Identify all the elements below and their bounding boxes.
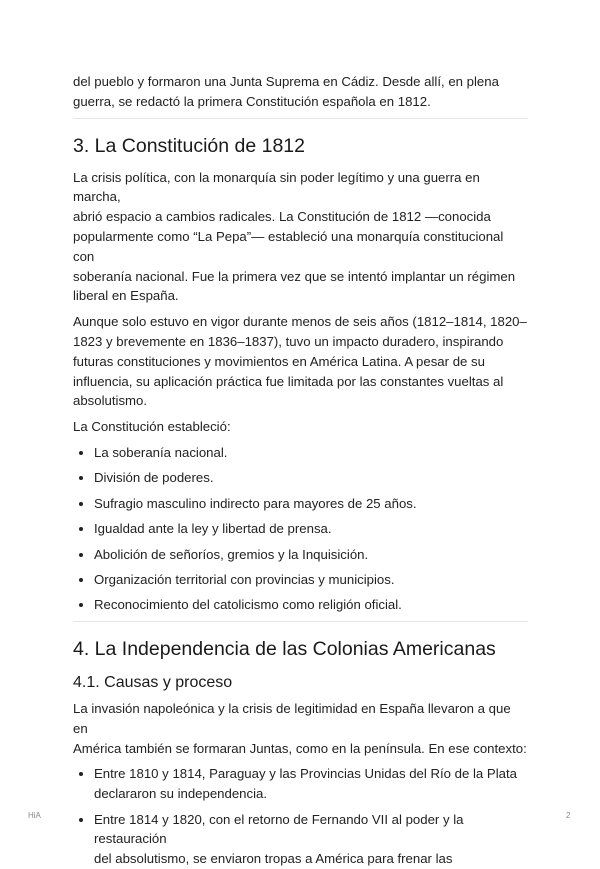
list-item: División de poderes.: [73, 468, 528, 488]
paragraph: La Constitución estableció:: [73, 419, 231, 435]
footer-title: HiA: [28, 811, 41, 820]
list-item: Abolición de señoríos, gremios y la Inquisición.: [73, 545, 528, 565]
constitution-list: [73, 443, 528, 615]
section-heading: 3. La Constitución de 1812: [73, 134, 306, 157]
list-item: Sufragio masculino indirecto para mayores de 25 años.: [73, 494, 528, 514]
section-divider: [73, 118, 528, 119]
subsection-heading: 4.1. Causas y proceso: [73, 674, 233, 692]
list-item: Entre 1814 y 1820, con el retorno de Fernando VII al poder y la restauración del absolutismo, se enviaron tropas a América para frenar las: [73, 810, 528, 869]
intro-paragraph: del pueblo y formaron una Junta Suprema en Cádiz. Desde allí, en plena guerra, se redactó la primera Constitución española en 1812.: [73, 74, 499, 109]
list-item: La soberanía nacional.: [73, 443, 528, 463]
paragraph: La crisis política, con la monarquía sin poder legítimo y una guerra en marcha, abrió espacio a cambios radicales. La Constitución de 1812 —conocida popularmente como “La Pepa”— estableció una monarquía constitucional con soberanía nacional. Fue la primera vez que se intentó implantar un régimen liberal en España.: [73, 169, 516, 304]
list-item: Organización territorial con provincias y municipios.: [73, 570, 528, 590]
paragraph: La invasión napoleónica y la crisis de legitimidad en España llevaron a que en América también se formaran Juntas, como en la península. En ese contexto:: [73, 701, 527, 756]
page-number: 2: [566, 811, 571, 820]
independence-list: [73, 764, 528, 869]
section-heading: 4. La Independencia de las Colonias Americanas: [73, 638, 496, 661]
document-body: [73, 72, 528, 869]
paragraph: Aunque solo estuvo en vigor durante menos de seis años (1812–1814, 1820– 1823 y brevemente en 1836–1837), tuvo un impacto duradero, inspirando futuras constituciones y movimientos en América Latina. A pesar de su influencia, su aplicación práctica fue limitada por las constantes vueltas al absolutismo.: [73, 314, 527, 409]
list-item: Igualdad ante la ley y libertad de prensa.: [73, 519, 528, 539]
section-divider: [73, 621, 528, 622]
list-item: Entre 1810 y 1814, Paraguay y las Provincias Unidas del Río de la Plata declararon su independencia.: [73, 764, 528, 804]
list-item: Reconocimiento del catolicismo como religión oficial.: [73, 595, 528, 615]
